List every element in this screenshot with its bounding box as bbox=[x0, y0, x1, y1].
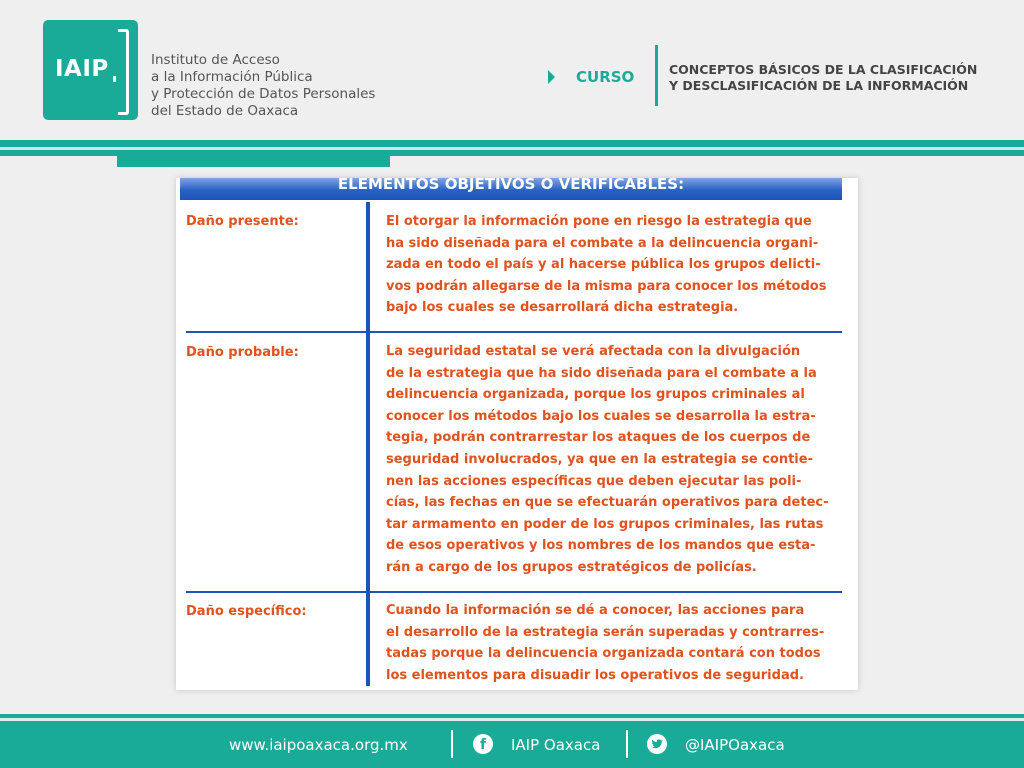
row-text-dano-presente bbox=[386, 211, 846, 319]
twitter-link[interactable]: @IAIPOaxaca bbox=[685, 736, 785, 754]
text-line: tegia, podrán contrarrestar los ataques de los cuerpos de bbox=[386, 430, 811, 446]
text-line: El otorgar la información pone en riesgo la estrategia que bbox=[386, 214, 812, 229]
website-link[interactable]: www.iaipoaxaca.org.mx bbox=[229, 736, 408, 754]
text-line: los elementos para disuadir los operativos de seguridad. bbox=[386, 667, 804, 683]
iaip-logo[interactable] bbox=[43, 20, 138, 120]
row-label-dano-presente: Daño presente: bbox=[186, 214, 299, 229]
play-arrow-icon bbox=[548, 70, 555, 84]
text-line: de esos operativos y los nombres de los mandos que esta- bbox=[386, 538, 816, 554]
column-divider bbox=[366, 202, 370, 686]
text-line: cías, las fechas en que se efectuarán operativos para detec- bbox=[386, 495, 829, 511]
text-line: conocer los métodos bajo los cuales se desarrolla la estra- bbox=[386, 408, 816, 424]
row-label-dano-especifico: Daño específico: bbox=[186, 604, 307, 619]
institution-line: y Protección de Datos Personales bbox=[151, 86, 376, 102]
text-line: tar armamento en poder de los grupos criminales, las rutas bbox=[386, 516, 824, 532]
course-title bbox=[669, 62, 977, 94]
twitter-icon[interactable] bbox=[647, 734, 667, 754]
row-divider bbox=[186, 591, 842, 593]
row-text-dano-probable bbox=[386, 341, 846, 579]
text-line: nen las acciones específicas que deben ejecutar las poli- bbox=[386, 473, 802, 489]
header-stripe bbox=[0, 140, 1024, 147]
twitter-bird-icon bbox=[647, 734, 667, 754]
logo-text: IAIP bbox=[55, 56, 109, 82]
row-text-dano-especifico bbox=[386, 600, 846, 686]
text-line: vos podrán allegarse de la misma para conocer los métodos bbox=[386, 278, 827, 294]
page-footer bbox=[0, 721, 1024, 768]
text-line: bajo los cuales se desarrollará dicha estrategia. bbox=[386, 300, 739, 316]
section-title: ELEMENTOS OBJETIVOS O VERIFICABLES: bbox=[180, 178, 842, 200]
institution-line: del Estado de Oaxaca bbox=[151, 103, 299, 119]
course-title-line: CONCEPTOS BÁSICOS DE LA CLASIFICACIÓN bbox=[669, 62, 978, 77]
course-label: CURSO bbox=[576, 68, 635, 86]
row-divider bbox=[186, 331, 842, 333]
text-line: seguridad involucrados, ya que en la estrategia se contie- bbox=[386, 451, 813, 467]
institution-line: Instituto de Acceso bbox=[151, 52, 280, 68]
logo-dot bbox=[113, 76, 116, 82]
text-line: el desarrollo de la estrategia serán superadas y contrarres- bbox=[386, 624, 825, 640]
text-line: Cuando la información se dé a conocer, las acciones para bbox=[386, 603, 805, 618]
row-label-dano-probable: Daño probable: bbox=[186, 345, 299, 360]
text-line: rán a cargo de los grupos estratégicos de policías. bbox=[386, 559, 757, 575]
course-divider bbox=[655, 45, 658, 106]
text-line: tadas porque la delincuencia organizada contará con todos bbox=[386, 646, 821, 662]
institution-line: a la Información Pública bbox=[151, 69, 313, 85]
text-line: La seguridad estatal se verá afectada con la divulgación bbox=[386, 344, 801, 359]
institution-name bbox=[151, 52, 375, 120]
facebook-icon[interactable]: f bbox=[473, 734, 493, 754]
text-line: ha sido diseñada para el combate a la delincuencia organi- bbox=[386, 235, 819, 251]
footer-separator bbox=[451, 730, 453, 758]
facebook-link[interactable]: IAIP Oaxaca bbox=[511, 736, 601, 754]
text-line: de la estrategia que ha sido diseñada para el combate a la bbox=[386, 365, 817, 381]
text-line: zada en todo el país y al hacerse pública los grupos delicti- bbox=[386, 257, 821, 273]
document-excerpt bbox=[176, 178, 858, 690]
page-header bbox=[0, 0, 1024, 140]
course-title-line: Y DESCLASIFICACIÓN DE LA INFORMACIÓN bbox=[669, 78, 969, 93]
header-tab-accent bbox=[117, 156, 390, 167]
footer-separator bbox=[626, 730, 628, 758]
logo-frame-icon bbox=[118, 29, 129, 115]
text-line: delincuencia organizada, porque los grupos criminales al bbox=[386, 387, 805, 403]
